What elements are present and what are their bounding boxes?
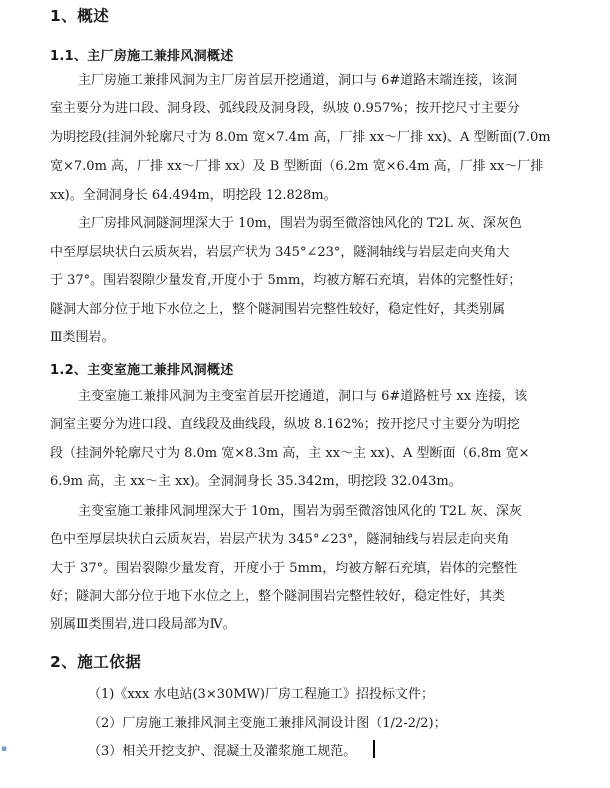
margin-marker-icon: ▪ bbox=[1, 744, 8, 754]
heading-construction-basis: 2、施工依据 bbox=[50, 653, 142, 671]
list-item: （1)《xxx 水电站(3×30MW)厂房工程施工》招投标文件； bbox=[88, 687, 434, 702]
paragraph-line: 洞室主要分为进口段、直线段及曲线段，纵坡 8.162%；按开挖尺寸主要分为明挖 bbox=[50, 417, 520, 432]
paragraph-line: 别属Ⅲ类围岩,进口段局部为Ⅳ。 bbox=[50, 617, 236, 632]
paragraph-line: xx)。全洞洞身长 64.494m，明挖段 12.828m。 bbox=[50, 188, 337, 203]
list-item: （3）相关开挖支护、混凝土及灌浆施工规范。 bbox=[88, 744, 357, 759]
list-item: （2）厂房施工兼排风洞主变施工兼排风洞设计图（1/2-2/2)； bbox=[88, 716, 447, 731]
paragraph-line: 主变室施工兼排风洞埋深大于 10m，围岩为弱至微溶蚀风化的 T2L 灰、深灰 bbox=[78, 504, 522, 519]
paragraph-line: Ⅲ类围岩。 bbox=[50, 330, 115, 345]
heading-overview: 1、概述 bbox=[50, 7, 110, 25]
paragraph-line: 色中至厚层块状白云质灰岩，岩层产状为 345°∠23°，隧洞轴线与岩层走向夹角 bbox=[50, 532, 510, 547]
paragraph-line: 段（挂洞外轮廓尺寸为 8.0m 宽×8.3m 高，主 xx～主 xx)、A 型断面（6.8m 宽× bbox=[50, 446, 530, 461]
text-cursor bbox=[373, 740, 375, 758]
paragraph-line: 于 37°。围岩裂隙少量发育,开度小于 5mm，均被方解石充填，岩体的完整性好； bbox=[50, 273, 522, 288]
paragraph-line: 中至厚层块状白云质灰岩，岩层产状为 345°∠23°，隧洞轴线与岩层走向夹角大 bbox=[50, 245, 510, 260]
paragraph-line: 隧洞大部分位于地下水位之上，整个隧洞围岩完整性较好，稳定性好，其类别属 bbox=[50, 302, 506, 317]
paragraph-line: 主厂房排风洞隧洞埋深大于 10m，围岩为弱至微溶蚀风化的 T2L 灰、深灰色 bbox=[78, 216, 522, 231]
paragraph-line: 主厂房施工兼排风洞为主厂房首层开挖通道，洞口与 6#道路末端连接，该洞 bbox=[78, 73, 518, 88]
heading-main-transformer: 1.2、主变室施工兼排风洞概述 bbox=[50, 363, 234, 378]
paragraph-line: 室主要分为进口段、洞身段、弧线段及洞身段，纵坡 0.957%；按开挖尺寸主要分 bbox=[50, 101, 520, 116]
paragraph-line: 宽×7.0m 高，厂排 xx～厂排 xx）及 B 型断面（6.2m 宽×6.4m 高，厂排 xx～厂排 bbox=[50, 159, 544, 174]
paragraph-line: 主变室施工兼排风洞为主变室首层开挖通道，洞口与 6#道路桩号 xx 连接，该 bbox=[78, 389, 528, 404]
paragraph-line: 大于 37°。围岩裂隙少量发育，开度小于 5mm，均被方解石充填，岩体的完整性 bbox=[50, 561, 518, 576]
heading-main-powerhouse: 1.1、主厂房施工兼排风洞概述 bbox=[50, 49, 234, 64]
paragraph-line: 好；隧洞大部分位于地下水位之上，整个隧洞围岩完整性较好，稳定性好，其类 bbox=[50, 589, 506, 604]
paragraph-line: 6.9m 高，主 xx～主 xx)。全洞洞身长 35.342m，明挖段 32.043m。 bbox=[50, 474, 462, 489]
paragraph-line: 为明挖段(挂洞外轮廓尺寸为 8.0m 宽×7.4m 高，厂排 xx～厂排 xx)、A 型断面(7.0m bbox=[50, 130, 551, 145]
